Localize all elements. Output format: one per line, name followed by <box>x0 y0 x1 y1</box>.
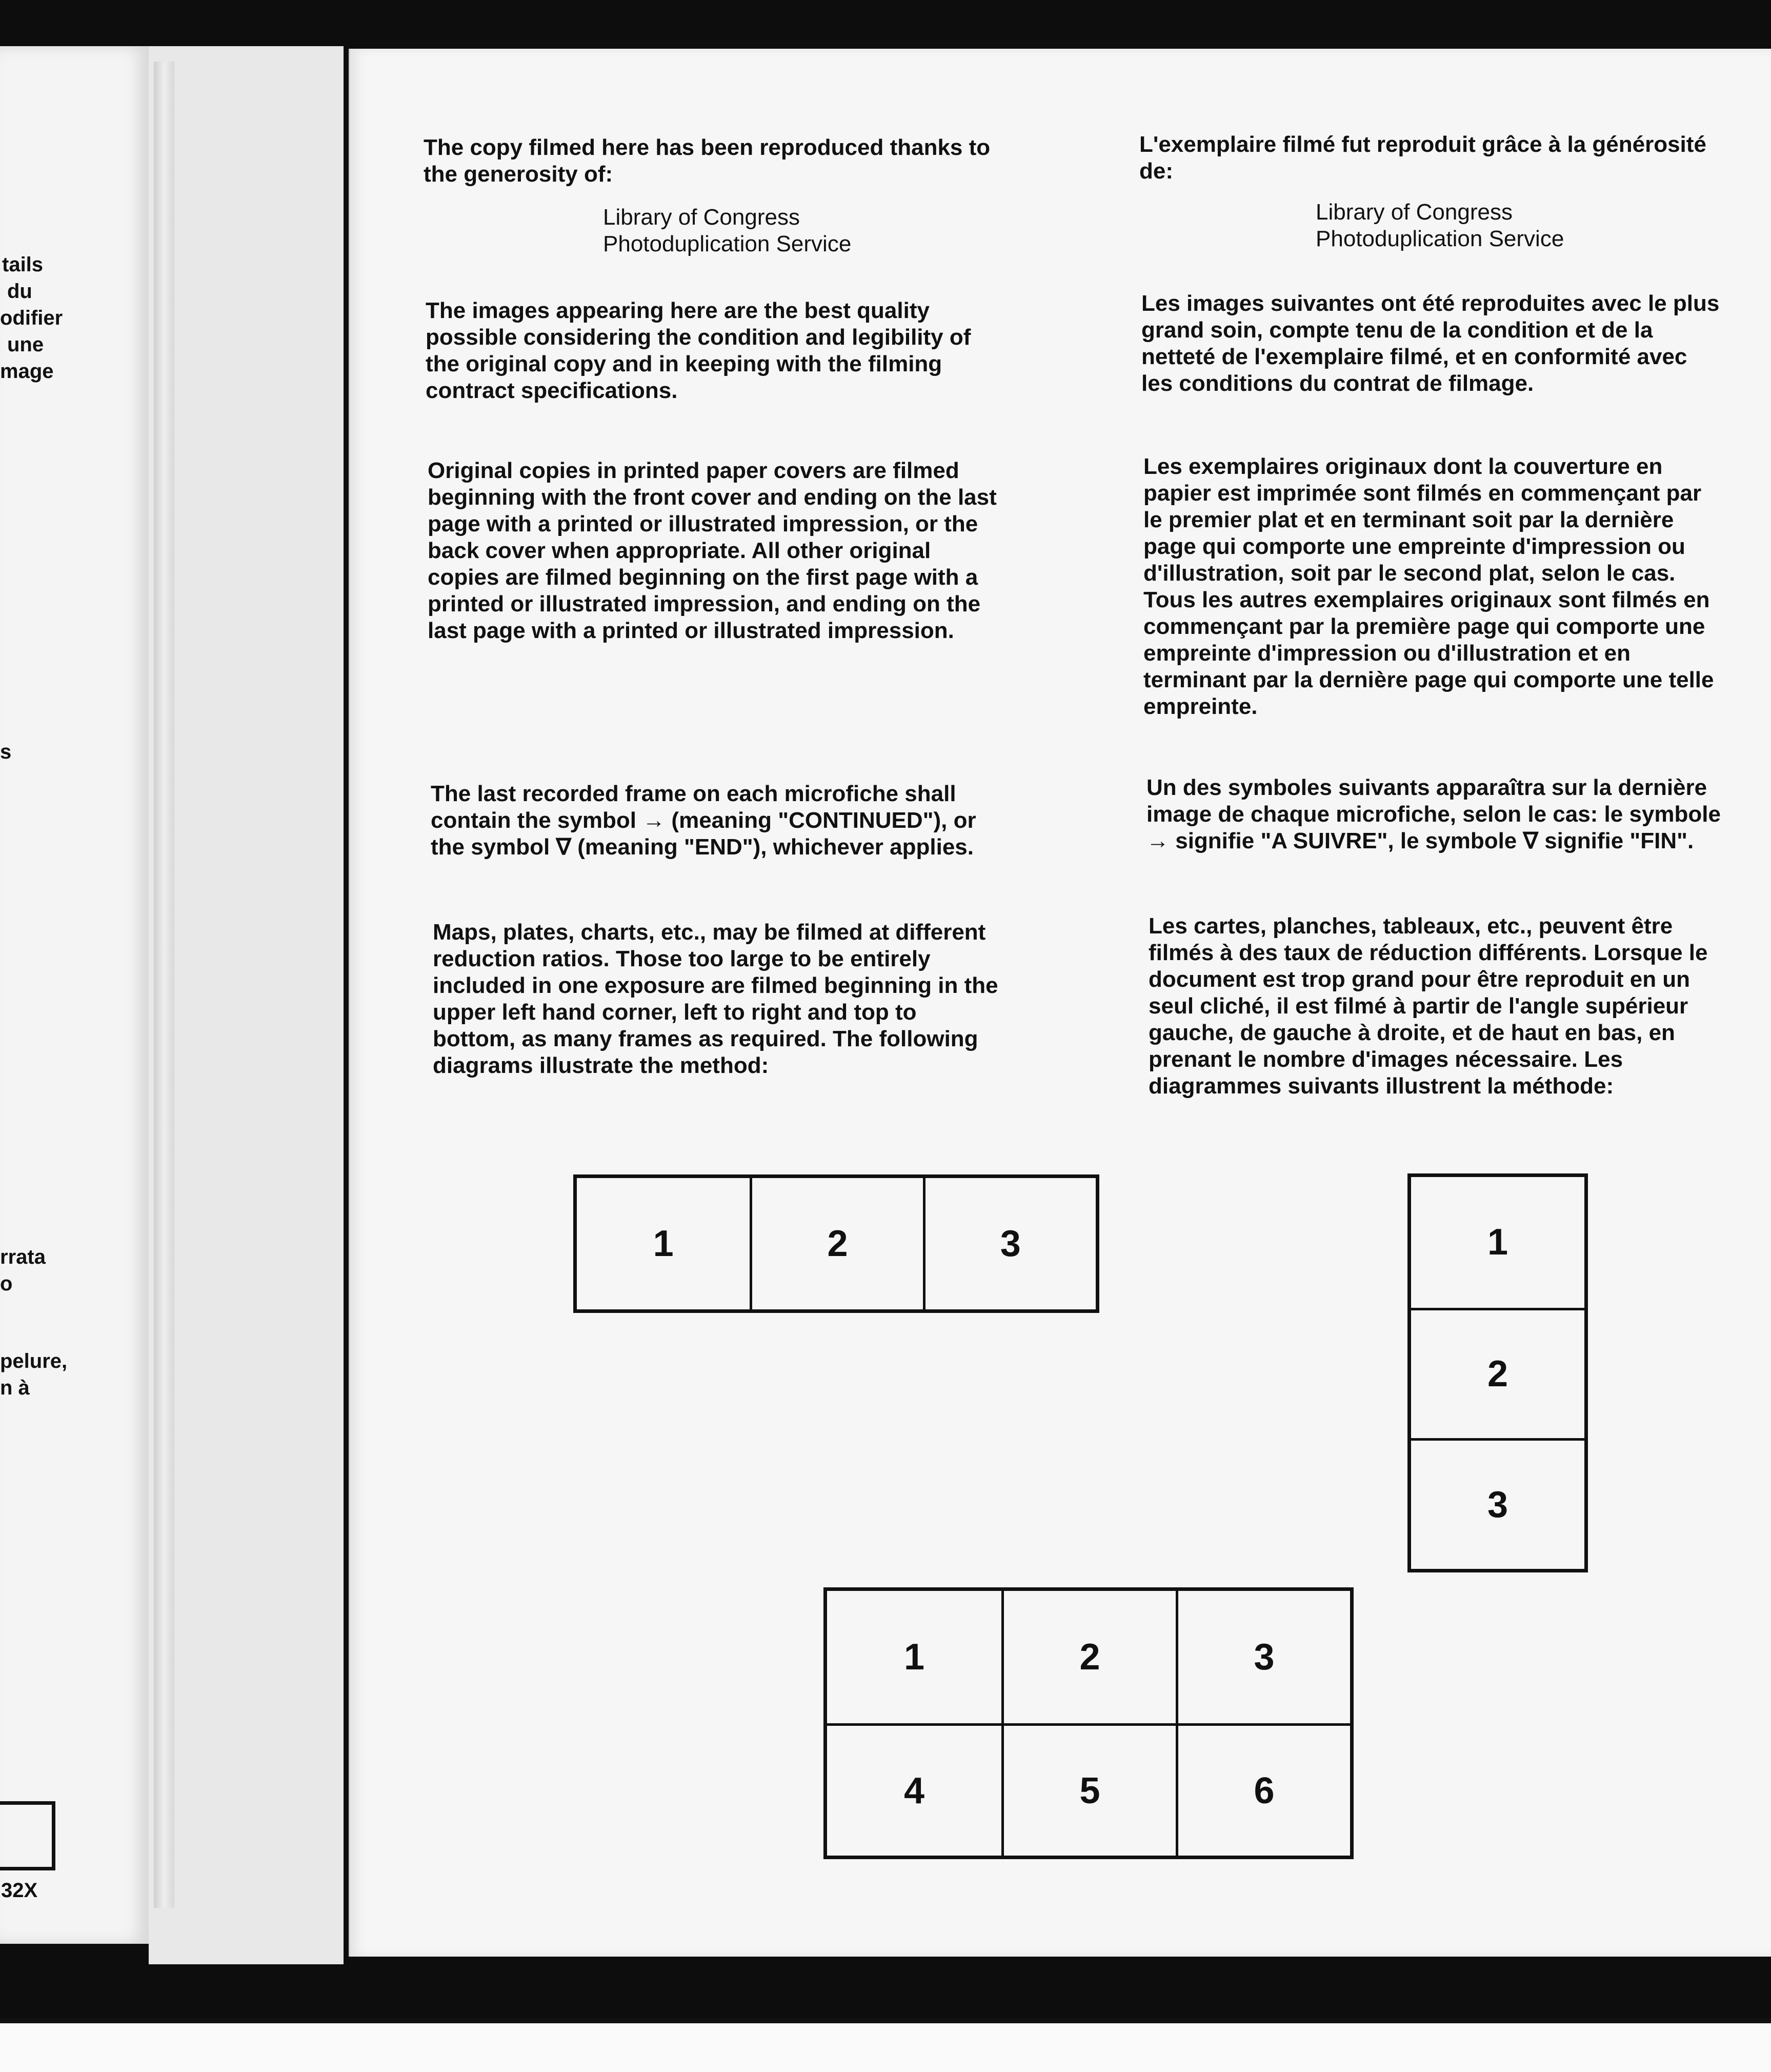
english-maps-paragraph: Maps, plates, charts, etc., may be filmed at different reduction ratios. Those too large to be entirely included in one exposure are filmed beginning in the upper left hand corner, left to right and top to bottom, as many frames as required. The following diagrams illustrate the method: <box>433 920 998 1078</box>
english-quality-paragraph: The images appearing here are the best quality possible considering the condition and legibility of the original copy and in keeping with the filming contract specifications. <box>426 298 971 403</box>
french-credit-line: Library of Congress <box>1316 200 1513 225</box>
continued-arrow-icon: → <box>642 808 666 833</box>
diagram-cell: 4 <box>827 1723 1001 1856</box>
diagram-cell: 6 <box>1176 1723 1350 1856</box>
diagram-cell: 2 <box>1411 1308 1584 1439</box>
left-fragment: s <box>0 741 12 763</box>
bottom-margin <box>0 2023 1771 2072</box>
french-maps-paragraph: Les cartes, planches, tableaux, etc., peuvent être filmés à des taux de réduction différents. Lorsque le document est trop grand pour être reproduit en un seul cliché, il est filmé à partir de l'angle supérieur gauche, de gauche à droite, et de haut en bas, en prenant le nombre d'images nécessaire. Les diagrammes suivants illustrent la méthode: <box>1149 913 1708 1099</box>
diagram-cell: 5 <box>1001 1723 1176 1856</box>
left-fragment: tails <box>2 253 44 276</box>
diagram-cell: 1 <box>1487 1222 1508 1263</box>
french-credit-line: Photoduplication Service <box>1316 226 1564 251</box>
french-quality-paragraph: Les images suivantes ont été reproduites avec le plus grand soin, compte tenu de la condition et de la netteté de l'exemplaire filmé, et en conformité avec les conditions du contrat de filmage. <box>1141 291 1720 396</box>
end-triangle-icon: ∇ <box>556 834 571 860</box>
reduction-label: 32X <box>1 1879 38 1902</box>
left-fragment: n à <box>0 1377 30 1399</box>
diagram-horizontal <box>573 1174 1099 1313</box>
french-symbols-paragraph: Un des symboles suivants apparaîtra sur la dernière image de chaque microfiche, selon le cas: le symbole → signifie "A SUIVRE", le symbole ∇ signifie "FIN". <box>1146 775 1721 853</box>
diagram-cell: 2 <box>750 1178 922 1309</box>
diagram-vertical <box>1407 1173 1588 1572</box>
left-fragment: odifier <box>0 307 63 329</box>
end-triangle-icon: ∇ <box>1523 828 1538 853</box>
english-credit-line: Library of Congress <box>603 205 800 230</box>
reduction-target-box <box>0 1801 55 1870</box>
left-fragment: rrata <box>0 1246 46 1268</box>
english-credit-intro: The copy filmed here has been reproduced thanks to the generosity of: <box>424 135 991 187</box>
page-gutter <box>149 46 344 1964</box>
diagram-cell: 3 <box>1411 1438 1584 1569</box>
diagram-cell: 2 <box>1001 1591 1176 1723</box>
left-fragment: une <box>7 333 44 356</box>
left-fragment: mage <box>0 360 54 383</box>
english-symbols-paragraph: The last recorded frame on each microfiche shall contain the symbol → (meaning "CONTINUED"), or the symbol ∇ (meaning "END"), whichever applies. <box>431 781 976 860</box>
english-credit-line: Photoduplication Service <box>603 231 852 256</box>
french-originals-paragraph: Les exemplaires originaux dont la couverture en papier est imprimée sont filmés en commençant par le premier plat et en terminant soit par la dernière page qui comporte une empreinte d'impression ou d'illustration, soit par le second plat, selon le cas. Tous les autres exemplaires originaux sont filmés en commençant par la première page qui comporte une empreinte d'impression ou d'illustration et en terminant par la dernière page qui comporte une telle empreinte. <box>1143 454 1714 719</box>
diagram-cell: 3 <box>1176 1591 1350 1723</box>
gutter-fold <box>154 62 174 1908</box>
diagram-grid <box>823 1587 1354 1859</box>
diagram-cell: 3 <box>923 1178 1096 1309</box>
diagram-cell: 1 <box>903 1637 925 1678</box>
left-fragment: du <box>7 280 32 303</box>
left-fragment: pelure, <box>0 1350 68 1372</box>
diagram-cell: 1 <box>653 1223 674 1264</box>
continued-arrow-icon: → <box>1146 828 1169 853</box>
english-originals-paragraph: Original copies in printed paper covers are filmed beginning with the front cover and ending on the last page with a printed or illustrated impression, or the back cover when appropriate. All other original copies are filmed beginning on the first page with a printed or illustrated impression, and ending on the last page with a printed or illustrated impression. <box>428 458 997 643</box>
french-credit-intro: L'exemplaire filmé fut reproduit grâce à la générosité de: <box>1139 132 1706 184</box>
left-fragment: o <box>0 1272 13 1295</box>
